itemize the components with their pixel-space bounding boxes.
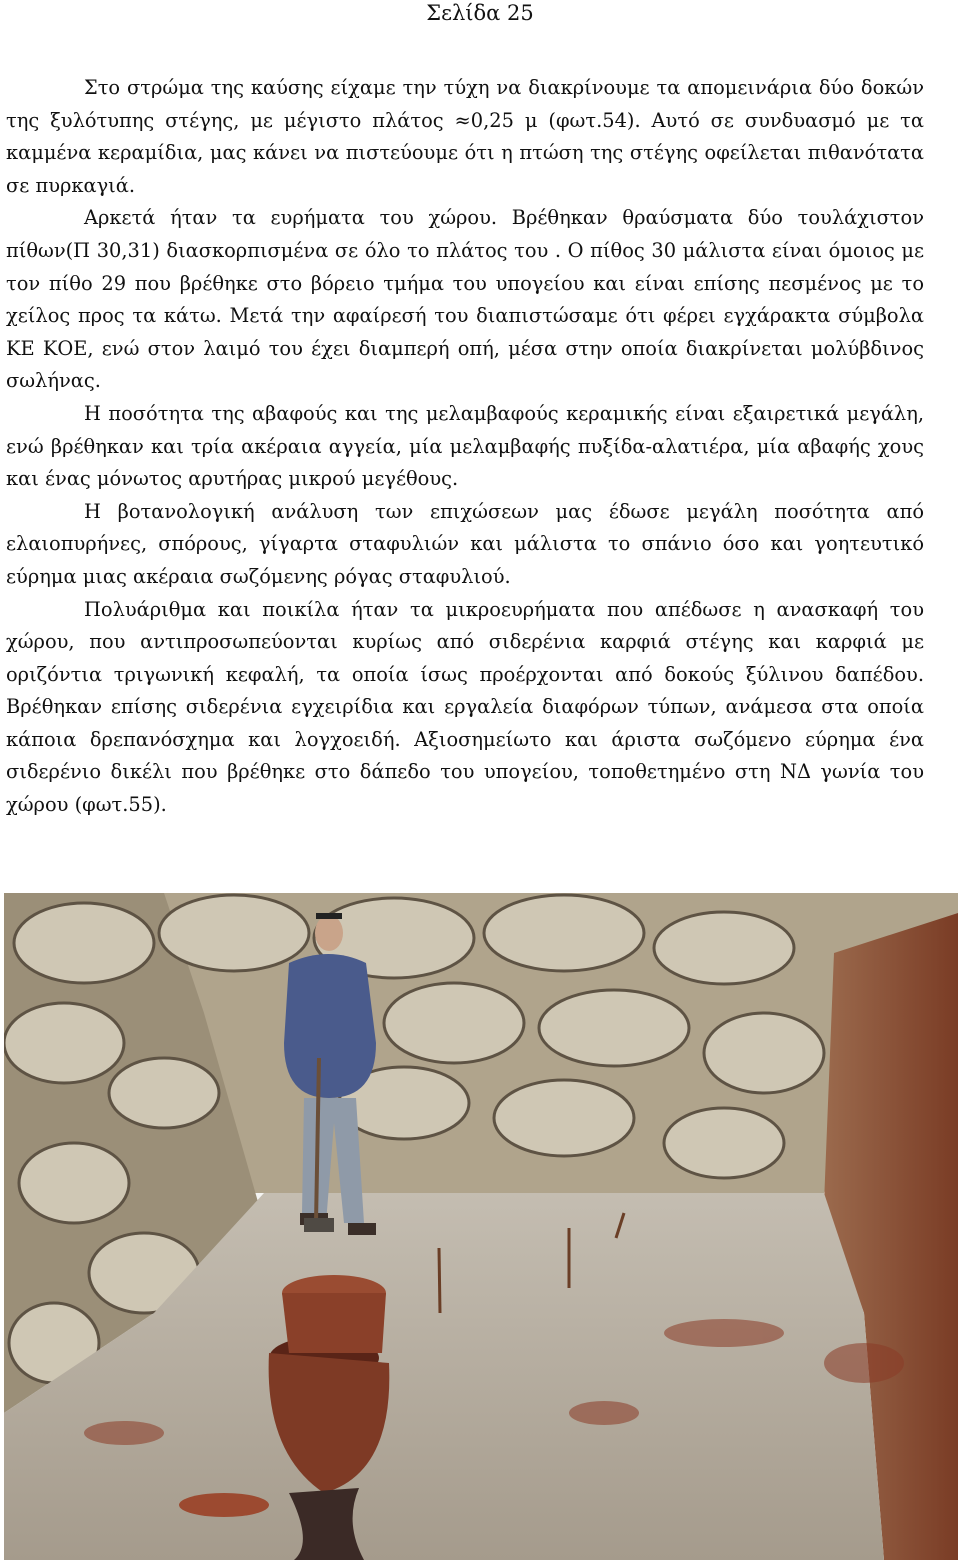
excavation-photo [4, 893, 958, 1560]
paragraph: Αρκετά ήταν τα ευρήματα του χώρου. Βρέθηκαν θραύσματα δύο τουλάχιστον πίθων(Π 30,31) διασκορπισμένα σε όλο το πλάτος του . Ο πίθος 30 μάλιστα είναι όμοιος με τον πίθο 29 που βρέθηκε στο βόρειο τμήμα του υπογείου και είναι επίσης πεσμένος με το χείλος προς τα κάτω. Μετά την αφαίρεσή του διαπιστώσαμε ότι φέρει εγχάρακτα σύμβολα ΚΕ ΚΟΕ, ενώ στον λαιμό του έχει διαμπερή οπή, μέσα στην οποία διακρίνεται μολύβδινος σωλήνας. [6, 206, 924, 393]
paragraph: Η ποσότητα της αβαφούς και της μελαμβαφούς κεραμικής είναι εξαιρετικά μεγάλη, ενώ βρέθηκαν και τρία ακέραια αγγεία, μία μελαμβαφής πυξίδα-αλατιέρα, μία αβαφής χους και ένας μόνωτος αρυτήρας μικρού μεγέθους. [6, 401, 924, 491]
page-header: Σελίδα 25 [426, 1, 534, 25]
paragraph: Πολυάριθμα και ποικίλα ήταν τα μικροευρήματα που απέδωσε η ανασκαφή του χώρου, που αντιπροσωπεύονται κυρίως από σιδερένια καρφιά στέγης και καρφιά με οριζόντια τριγωνική κεφαλή, τα οποία ίσως προέρχονται από δοκούς ξύλινου δαπέδου. Βρέθηκαν επίσης σιδερένια εγχειρίδια και εργαλεία διαφόρων τύπων, ανάμεσα στα οποία κάποια δρεπανόσχημα και λογχοειδή. Αξιοσημείωτο και άριστα σωζόμενο εύρημα ένα σιδερένιο δικέλι που βρέθηκε στο δάπεδο του υπογείου, τοποθετημένο στη ΝΔ γωνία του χώρου (φωτ.55). [6, 597, 924, 817]
paragraph: Η βοτανολογική ανάλυση των επιχώσεων μας έδωσε μεγάλη ποσότητα από ελαιοπυρήνες, σπόρους, γίγαρτα σταφυλιών και μάλιστα το σπάνιο όσο και γοητευτικό εύρημα μιας ακέραια σωζόμενης ρόγας σταφυλιού. [6, 499, 924, 588]
paragraph: Στο στρώμα της καύσης είχαμε την τύχη να διακρίνουμε τα απομεινάρια δύο δοκών της ξυλότυπης στέγης, με μέγιστο πλάτος ≈0,25 μ (φωτ.54). Αυτό σε συνδυασμό με τα καμμένα κεραμίδια, μας κάνει να πιστεύουμε ότι η πτώση της στέγης οφείλεται πιθανότατα σε πυρκαγιά. [6, 76, 924, 197]
body-text [6, 72, 924, 822]
pottery-sherd [179, 1493, 269, 1517]
